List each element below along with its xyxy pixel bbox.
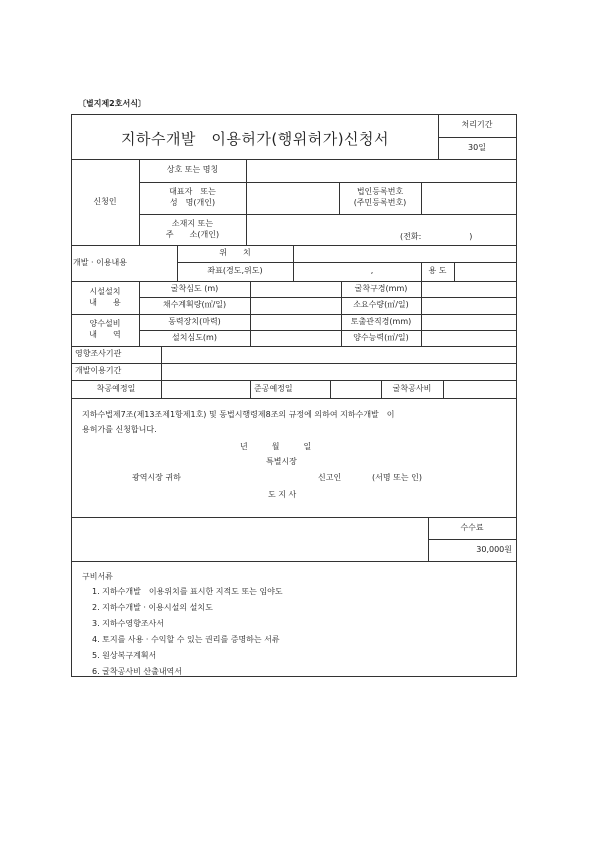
facility-section-label-line-2: 내 용 (89, 297, 121, 307)
power-label: 동력장치(마력) (168, 316, 221, 326)
completion-date-field[interactable] (330, 380, 381, 398)
required-amount-label: 소요수량(㎥/일) (353, 300, 409, 310)
fee-label: 수수료 (460, 522, 484, 532)
representative-label (139, 182, 246, 214)
construction-cost-field[interactable] (443, 380, 516, 398)
trade-name-field[interactable] (246, 159, 516, 182)
corp-reg-label-line-1: 법인등록번호 (356, 187, 404, 197)
planned-intake-field[interactable] (250, 297, 341, 314)
document-item: 6. 굴착공사비 산출내역서 (92, 667, 182, 676)
date-line: 년 월 일 (240, 442, 312, 451)
signature-or-seal: (서명 또는 인) (372, 473, 422, 482)
representative-label-line-1: 대표자 또는 (169, 187, 216, 197)
address-label (139, 214, 246, 245)
usage-field[interactable] (454, 262, 516, 281)
coordinates-field[interactable] (293, 262, 421, 281)
location-field[interactable] (293, 245, 516, 262)
start-date-field[interactable] (161, 380, 250, 398)
install-depth-field[interactable] (250, 330, 341, 346)
address-label-line-2: 주 소(개인) (165, 229, 220, 239)
coordinates-label: 좌표(경도,위도) (207, 266, 263, 276)
facility-section-label-line-1: 시설설치 (89, 286, 121, 296)
document-item: 5. 원상복구계획서 (92, 651, 157, 660)
frame-right (516, 114, 517, 676)
drill-diameter-label: 굴착구경(mm) (354, 283, 408, 293)
pump-section-label (71, 314, 139, 346)
declaration-line-1: 지하수법제7조(제13조제1항제1호) 및 동법시행령제8조의 규정에 의하여 지하수개발 이 (82, 410, 395, 419)
document-item: 3. 지하수영향조사서 (92, 619, 164, 628)
document-item: 2. 지하수개발 · 이용시설의 설치도 (92, 603, 213, 612)
address-field[interactable] (246, 214, 516, 245)
power-field[interactable] (250, 314, 341, 330)
document-item: 4. 토지를 사용 · 수익할 수 있는 권리를 증명하는 서류 (92, 635, 280, 644)
processing-period-label: 처리기간 (461, 120, 493, 130)
discharge-pipe-field[interactable] (421, 314, 516, 330)
representative-label-line-2: 성 명(개인) (169, 198, 216, 207)
discharge-pipe-label: 토출관직경(mm) (350, 316, 412, 326)
planned-intake-label: 채수계획량(㎥/일) (162, 300, 227, 310)
drill-depth-field[interactable] (250, 281, 341, 297)
provincial-governor: 도 지 사 (268, 490, 297, 499)
drill-depth-label: 굴착심도 (m) (170, 283, 219, 293)
pump-capacity-field[interactable] (421, 330, 516, 346)
declaration-line-2: 용허가를 신청합니다. (82, 425, 157, 435)
start-date-label: 착공예정일 (96, 383, 136, 393)
applicant-signature-label: 신고인 (318, 473, 342, 482)
location-label: 위 치 (219, 248, 251, 258)
construction-cost-label: 굴착공사비 (392, 383, 432, 393)
special-city-mayor: 특별시장 (266, 457, 297, 466)
corp-reg-label (339, 182, 421, 214)
impact-agency-label: 영향조사기관 (75, 349, 122, 359)
development-section-label: 개발 · 이용내용 (73, 257, 127, 267)
processing-period-value: 30일 (468, 142, 486, 152)
documents-list (92, 584, 283, 680)
form-title: 지하수개발 이용허가(행위허가)신청서 (120, 130, 390, 148)
pump-section-label-line-1: 양수설비 (89, 319, 121, 329)
fee-value: 30,000원 (476, 544, 512, 554)
coordinates-separator: , (370, 266, 374, 276)
install-depth-label: 설치심도(m) (172, 332, 217, 342)
trade-name-label: 상호 또는 명칭 (166, 165, 219, 175)
form-number: 〔별지제2호서식〕 (78, 99, 146, 108)
required-amount-field[interactable] (421, 297, 516, 314)
representative-field[interactable] (246, 182, 339, 214)
corp-reg-field[interactable] (421, 182, 516, 214)
document-item: 1. 지하수개발 이용위치를 표시한 지적도 또는 임야도 (92, 587, 283, 596)
pump-section-label-line-2: 내 역 (89, 330, 121, 339)
usage-period-label: 개발이용기간 (75, 366, 122, 376)
facility-section-label (71, 281, 139, 314)
usage-label: 용 도 (428, 266, 447, 276)
completion-date-label: 준공예정일 (254, 383, 293, 393)
drill-diameter-field[interactable] (421, 281, 516, 297)
corp-reg-label-line-2: (주민등록번호) (353, 198, 407, 207)
pump-capacity-label: 양수능력(㎥/일) (353, 332, 409, 342)
metro-mayor: 광역시장 귀하 (132, 473, 181, 482)
phone-label: (전화: ) (400, 232, 473, 241)
declaration-text (82, 407, 514, 437)
applicant-section-label: 신청인 (93, 196, 117, 206)
address-label-line-1: 소재지 또는 (171, 218, 214, 228)
impact-agency-field[interactable] (161, 346, 516, 363)
documents-header: 구비서류 (82, 572, 113, 581)
usage-period-field[interactable] (161, 363, 516, 380)
